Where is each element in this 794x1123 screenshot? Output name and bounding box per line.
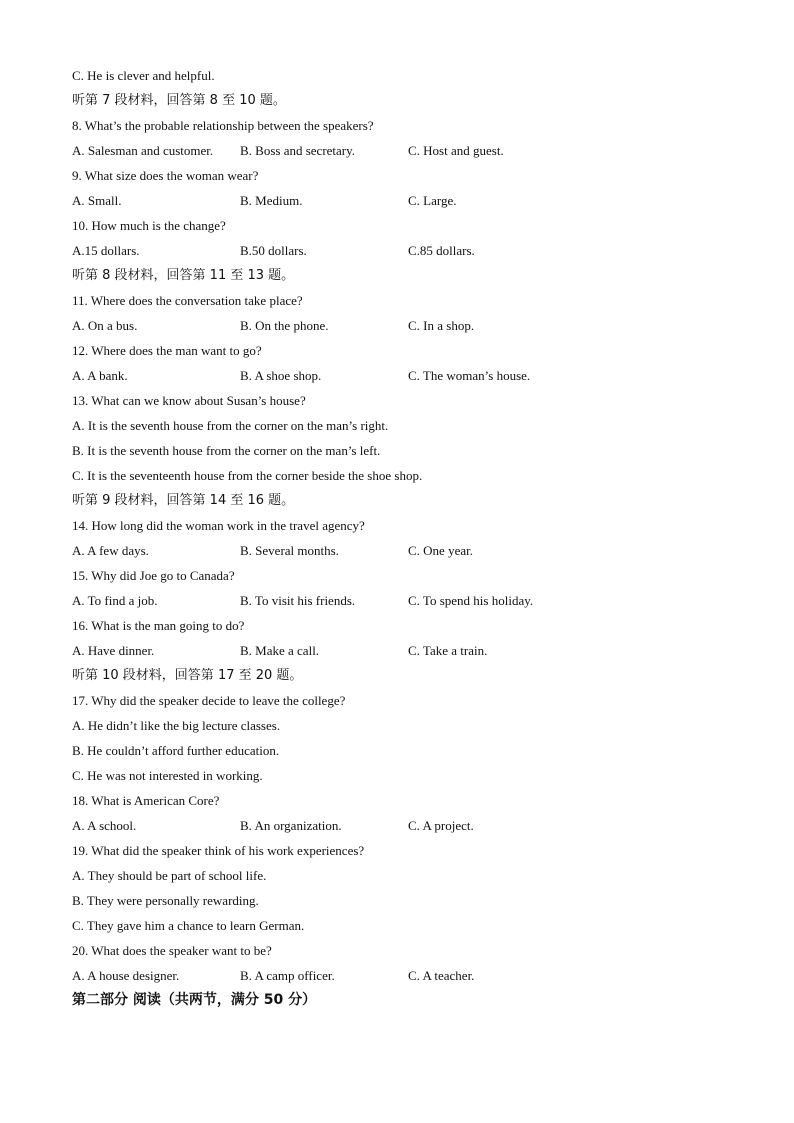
question-text: 11. Where does the conversation take place? [72, 293, 303, 308]
option-a: A. Salesman and customer. [72, 143, 214, 158]
option-c: C. In a shop. [408, 318, 475, 333]
option-c: C.85 dollars. [408, 243, 475, 258]
question-text: 14. How long did the woman work in the travel agency? [72, 518, 365, 533]
option-a: A. On a bus. [72, 318, 138, 333]
answer-option: C. They gave him a chance to learn German. [72, 918, 305, 933]
option-b: B. Medium. [240, 193, 303, 208]
section-instruction: 听第 10 段材料，回答第 17 至 20 题。 [72, 668, 303, 683]
answer-options-row [72, 963, 732, 988]
option-a: A. Small. [72, 193, 122, 208]
option-c: C. Host and guest. [408, 143, 504, 158]
option-a: A. To find a job. [72, 593, 158, 608]
section-instruction: 听第 7 段材料，回答第 8 至 10 题。 [72, 93, 286, 108]
part-title: 第二部分 阅读（共两节，满分 50 分） [72, 992, 317, 1008]
option-b: B. Boss and secretary. [240, 143, 356, 158]
option-a: A.15 dollars. [72, 243, 140, 258]
option-c: C. The woman’s house. [408, 368, 531, 383]
answer-options-row [72, 363, 732, 388]
answer-options-row [72, 188, 732, 213]
option-b: B. A shoe shop. [240, 368, 322, 383]
option-a: A. A house designer. [72, 968, 180, 983]
answer-options-row [72, 313, 732, 338]
option-b: B. To visit his friends. [240, 593, 356, 608]
option-a: A. A few days. [72, 543, 149, 558]
option-c: C. One year. [408, 543, 473, 558]
question-text: 12. Where does the man want to go? [72, 343, 262, 358]
option-b: B. On the phone. [240, 318, 329, 333]
option-b: B. Make a call. [240, 643, 320, 658]
question-text: 13. What can we know about Susan’s house? [72, 393, 306, 408]
answer-option: C. He was not interested in working. [72, 768, 263, 783]
question-text: 17. Why did the speaker decide to leave the college? [72, 693, 346, 708]
answer-option: B. They were personally rewarding. [72, 893, 259, 908]
answer-options-row [72, 138, 732, 163]
question-text: 8. What’s the probable relationship between the speakers? [72, 118, 374, 133]
question-text: 18. What is American Core? [72, 793, 220, 808]
answer-option: C. It is the seventeenth house from the corner beside the shoe shop. [72, 468, 423, 483]
answer-option: C. He is clever and helpful. [72, 68, 215, 83]
question-text: 20. What does the speaker want to be? [72, 943, 272, 958]
answer-options-row [72, 638, 732, 663]
question-text: 16. What is the man going to do? [72, 618, 245, 633]
option-b: B. A camp officer. [240, 968, 335, 983]
answer-options-row [72, 813, 732, 838]
answer-option: A. They should be part of school life. [72, 868, 267, 883]
option-a: A. Have dinner. [72, 643, 155, 658]
answer-option: B. It is the seventh house from the corner on the man’s left. [72, 443, 381, 458]
section-instruction: 听第 9 段材料，回答第 14 至 16 题。 [72, 493, 295, 508]
answer-options-row [72, 538, 732, 563]
section-instruction: 听第 8 段材料，回答第 11 至 13 题。 [72, 268, 295, 283]
question-text: 15. Why did Joe go to Canada? [72, 568, 235, 583]
option-b: B. An organization. [240, 818, 342, 833]
option-c: C. A teacher. [408, 968, 475, 983]
question-text: 9. What size does the woman wear? [72, 168, 259, 183]
option-b: B. Several months. [240, 543, 339, 558]
question-text: 19. What did the speaker think of his work experiences? [72, 843, 365, 858]
answer-options-row [72, 238, 732, 263]
option-b: B.50 dollars. [240, 243, 307, 258]
answer-options-row [72, 588, 732, 613]
question-text: 10. How much is the change? [72, 218, 226, 233]
option-c: C. To spend his holiday. [408, 593, 534, 608]
option-a: A. A school. [72, 818, 137, 833]
answer-option: B. He couldn’t afford further education. [72, 743, 280, 758]
exam-page [72, 63, 732, 1013]
option-c: C. A project. [408, 818, 474, 833]
option-c: C. Take a train. [408, 643, 488, 658]
option-c: C. Large. [408, 193, 457, 208]
answer-option: A. He didn’t like the big lecture classes. [72, 718, 281, 733]
option-a: A. A bank. [72, 368, 128, 383]
answer-option: A. It is the seventh house from the corner on the man’s right. [72, 418, 389, 433]
